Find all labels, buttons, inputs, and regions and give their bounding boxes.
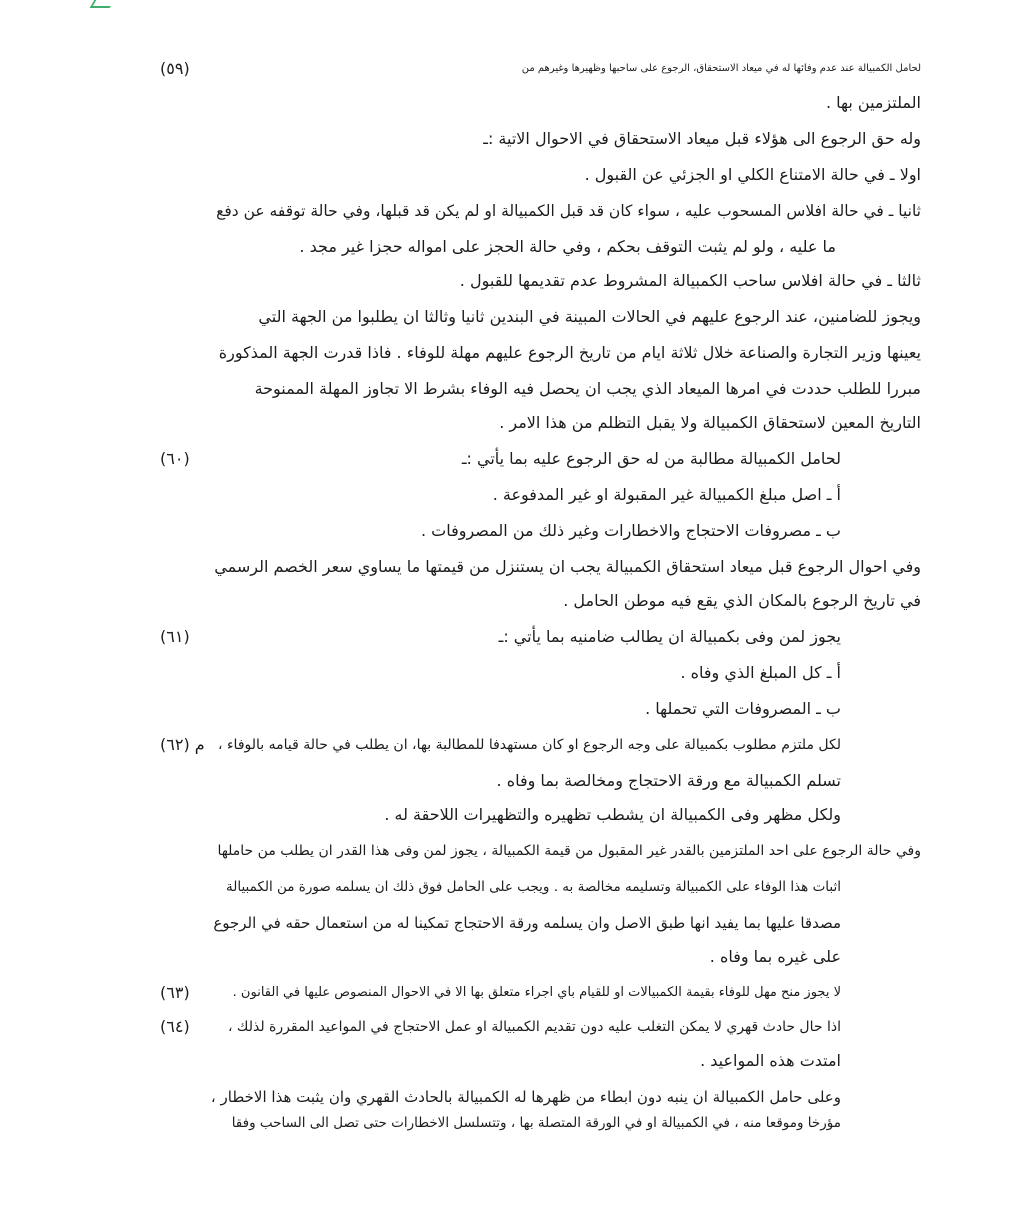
text-line: وله حق الرجوع الى هؤلاء قبل ميعاد الاستحقاق في الاحوال الاتية :ـ — [483, 129, 921, 148]
list-item: ب ـ المصروفات التي تحملها . — [645, 699, 841, 718]
text-line: ولكل مظهر وفى الكمبيالة ان يشطب تظهيره والتظهيرات اللاحقة له . — [384, 805, 841, 824]
article-number: (٦٣) — [160, 983, 190, 1002]
text-line: امتدت هذه المواعيد . — [700, 1051, 841, 1070]
article-number: (٥٩) — [160, 59, 190, 78]
text-line: يعينها وزير التجارة والصناعة خلال ثلاثة ايام من تاريخ الرجوع عليهم مهلة للوفاء . فاذا قدرت الجهة المذكورة — [218, 343, 921, 362]
text-line: وعلى حامل الكمبيالة ان ينبه دون ابطاء من ظهرها له الكمبيالة بالحادث القهري وان يثبت هذا الاخطار ، — [210, 1088, 841, 1106]
text-line: على غيره بما وفاه . — [709, 947, 841, 966]
text-line: الملتزمين بها . — [825, 93, 921, 112]
text-line: يجوز لمن وفى بكمبيالة ان يطالب ضامنيه بما يأتي :ـ — [498, 627, 841, 646]
text-line: ما عليه ، ولو لم يثبت التوقف بحكم ، وفي حالة الحجز على امواله حجزا غير مجد . — [299, 237, 836, 256]
text-line: وفي احوال الرجوع قبل ميعاد استحقاق الكمبيالة يجب ان يستنزل من قيمتها ما يساوي سعر الخصم الرسمي — [214, 557, 921, 576]
text-line: ثانيا ـ في حالة افلاس المسحوب عليه ، سواء كان قد قبل الكمبيالة او لم يكن قد قبلها، وفي حالة توقفه عن دفع — [216, 202, 921, 220]
text-line: مصدقا عليها بما يفيد انها طبق الاصل وان يسلمه ورقة الاحتجاج تمكينا له من استعمال حقه في الرجوع — [213, 914, 841, 932]
list-item: أ ـ كل المبلغ الذي وفاه . — [680, 663, 841, 682]
text-line: لحامل الكمبيالة عند عدم وفائها له في ميعاد الاستحقاق، الرجوع على ساحبها وظهيرها وغيرهم من — [521, 63, 921, 74]
list-item: ب ـ مصروفات الاحتجاج والاخطارات وغير ذلك من المصروفات . — [420, 521, 841, 540]
text-line: ثالثا ـ في حالة افلاس ساحب الكمبيالة المشروط عدم تقديمها للقبول . — [459, 271, 921, 290]
text-line: اولا ـ في حالة الامتناع الكلي او الجزئي عن القبول . — [584, 165, 921, 184]
text-line: لكل ملتزم مطلوب بكمبيالة على وجه الرجوع او كان مستهدفا للمطالبة بها، ان يطلب في حالة قيامه بالوفاء ، — [218, 737, 841, 753]
text-line: لا يجوز منح مهل للوفاء بقيمة الكمبيالات او للقيام باي اجراء متعلق بها الا في الاحوال المنصوص عليها في القانون . — [232, 985, 841, 1000]
article-number: (٦١) — [160, 627, 190, 646]
text-line: لحامل الكمبيالة مطالبة من له حق الرجوع عليه بما يأتي :ـ — [461, 449, 841, 468]
text-line: اثبات هذا الوفاء على الكمبيالة وتسليمه مخالصة به . ويجب على الحامل فوق ذلك ان يسلمه صورة من الكمبيالة — [225, 879, 841, 895]
article-number: (٦٤) — [160, 1017, 190, 1036]
text-line: التاريخ المعين لاستحقاق الكمبيالة ولا يقبل التظلم من هذا الامر . — [499, 413, 921, 432]
text-line: اذا حال حادث قهري لا يمكن التغلب عليه دون تقديم الكمبيالة او عمل الاحتجاج في المواعيد المقررة لذلك ، — [227, 1019, 841, 1035]
corner-mark — [90, 0, 115, 8]
text-line: في تاريخ الرجوع بالمكان الذي يقع فيه موطن الحامل . — [563, 591, 921, 610]
article-number: م (٦٢) — [160, 735, 205, 754]
text-line: مؤرخا وموقعا منه ، في الكمبيالة او في الورقة المتصلة بها ، وتتسلسل الاخطارات حتى تصل الى الساحب وفقا — [231, 1115, 841, 1131]
text-line: وفي حالة الرجوع على احد الملتزمين بالقدر غير المقبول من قيمة الكمبيالة ، يجوز لمن وفى هذا القدر ان يطلب من حاملها — [217, 843, 921, 859]
list-item: أ ـ اصل مبلغ الكمبيالة غير المقبولة او غير المدفوعة . — [492, 485, 841, 504]
text-line: مبررا للطلب حددت في امرها الميعاد الذي يجب ان يحصل فيه الوفاء بشرط الا تجاوز المهلة الممنوحة — [254, 379, 921, 398]
article-number: (٦٠) — [160, 449, 190, 468]
text-line: تسلم الكمبيالة مع ورقة الاحتجاج ومخالصة بما وفاه . — [496, 771, 841, 790]
text-line: ويجوز للضامنين، عند الرجوع عليهم في الحالات المبينة في البندين ثانيا وثالثا ان يطلبوا من الجهة التي — [258, 307, 921, 326]
